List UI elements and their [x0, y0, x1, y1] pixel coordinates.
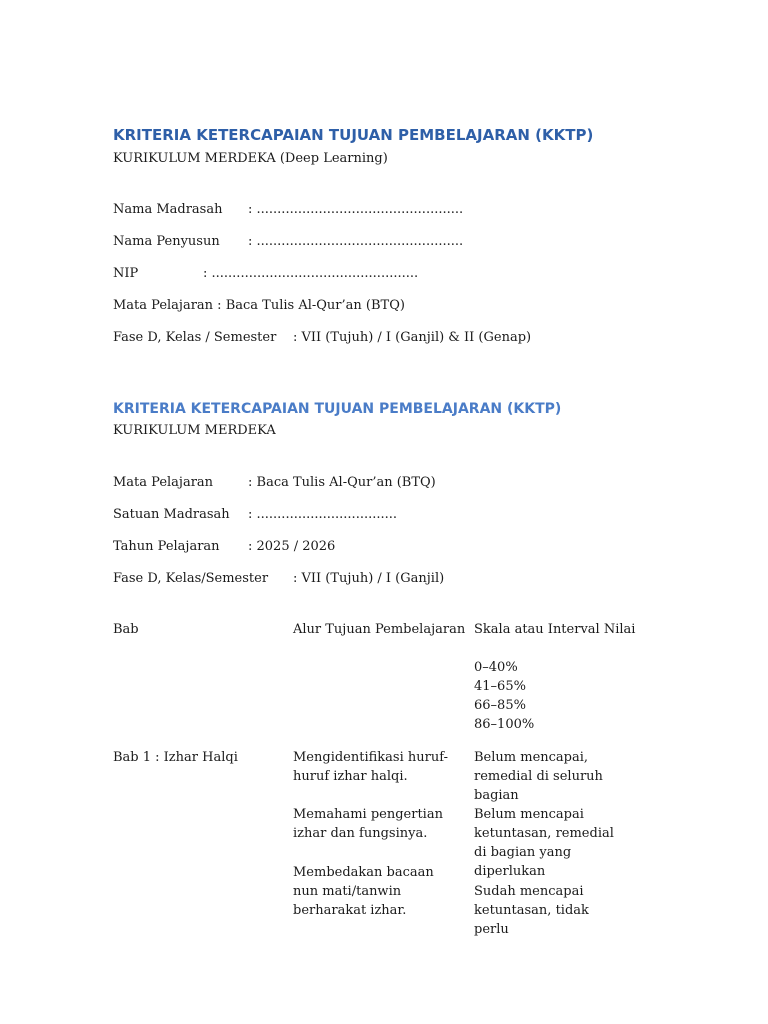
- fase-kelas-value: : VII (Tujuh) / I (Ganjil): [293, 571, 445, 586]
- section1-title: KRITERIA KETERCAPAIAN TUJUAN PEMBELAJARAN (KKTP): [113, 126, 594, 144]
- tp-item: Memahami pengertian izhar dan fungsinya.: [293, 807, 443, 841]
- satuan-madrasah-value: : ..................................: [248, 507, 398, 522]
- section1-subtitle: KURIKULUM MERDEKA (Deep Learning): [113, 151, 388, 166]
- nama-madrasah-value: : ..................................................: [248, 202, 464, 217]
- row-bab: Bab 1 : Izhar Halqi: [113, 750, 238, 765]
- satuan-madrasah-label: Satuan Madrasah: [113, 507, 230, 522]
- interval-item: 86–100%: [474, 717, 535, 732]
- skala-item: Sudah mencapai ketuntasan, tidak perlu: [474, 884, 589, 937]
- interval-item: 66–85%: [474, 698, 526, 713]
- nama-penyusun-label: Nama Penyusun: [113, 234, 220, 249]
- tp-item: Membedakan bacaan nun mati/tanwin berharakat izhar.: [293, 865, 434, 918]
- interval-item: 0–40%: [474, 660, 518, 675]
- nip-value: : ..................................................: [203, 266, 419, 281]
- mapel-value: : Baca Tulis Al-Qur’an (BTQ): [248, 475, 436, 490]
- interval-item: 41–65%: [474, 679, 526, 694]
- section2-title: KRITERIA KETERCAPAIAN TUJUAN PEMBELAJARAN (KKTP): [113, 401, 562, 417]
- skala-item: Belum mencapai, remedial di seluruh bagian: [474, 750, 603, 803]
- section2-subtitle: KURIKULUM MERDEKA: [113, 423, 276, 438]
- header-bab: Bab: [113, 622, 139, 637]
- tahun-pelajaran-label: Tahun Pelajaran: [113, 539, 220, 554]
- nama-madrasah-label: Nama Madrasah: [113, 202, 223, 217]
- mata-pelajaran-line: Mata Pelajaran : Baca Tulis Al-Qur’an (BTQ): [113, 298, 405, 313]
- nip-label: NIP: [113, 266, 139, 281]
- header-alur-tp: Alur Tujuan Pembelajaran: [293, 622, 466, 637]
- mapel-label: Mata Pelajaran: [113, 475, 214, 490]
- fase-label: Fase D, Kelas / Semester: [113, 330, 277, 345]
- tahun-pelajaran-value: : 2025 / 2026: [248, 539, 336, 554]
- skala-item: Belum mencapai ketuntasan, remedial di bagian yang diperlukan: [474, 807, 614, 879]
- nama-penyusun-value: : ..................................................: [248, 234, 464, 249]
- header-skala: Skala atau Interval Nilai: [474, 622, 636, 637]
- tp-item: Mengidentifikasi huruf-huruf izhar halqi.: [293, 750, 448, 784]
- fase-kelas-label: Fase D, Kelas/Semester: [113, 571, 269, 586]
- fase-value: : VII (Tujuh) / I (Ganjil) & II (Genap): [293, 330, 532, 345]
